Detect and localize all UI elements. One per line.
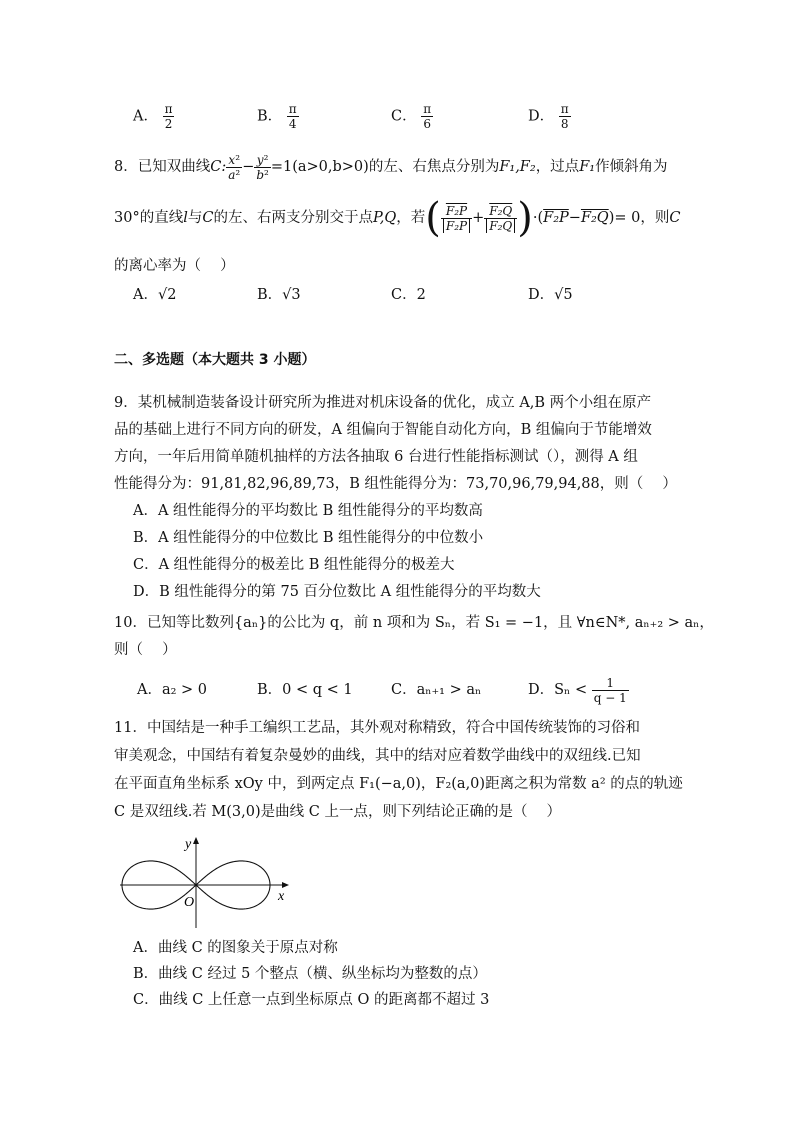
q10-line-2: 则（ ）	[114, 642, 177, 658]
q9-option-d: D．B 组性能得分的第 75 百分位数比 A 组性能得分的平均数大	[133, 584, 541, 600]
origin-label: O	[184, 895, 195, 910]
q11-line-2: 审美观念，中国结有着复杂曼妙的曲线，其中的结对应着数学曲线中的双纽线.已知	[114, 748, 641, 764]
q8-frac-y: $\frac{\text{y²}}{\text{b²}}$	[256, 152, 269, 182]
q10-option-c: C．aₙ₊₁ > aₙ	[391, 682, 482, 698]
q9-option-a: A．A 组性能得分的平均数比 B 组性能得分的平均数高	[133, 503, 483, 519]
q8-option-d: D．√5	[528, 287, 573, 303]
q7-option-b: B． $\frac{\pi}{4}$	[257, 102, 297, 131]
q11-option-c: C．曲线 C 上任意一点到坐标原点 O 的距离都不超过 3	[133, 992, 490, 1008]
q8-option-a: A．√2	[133, 287, 177, 303]
q8-frac-x: $\frac{\text{x²}}{\text{a²}}$	[228, 152, 241, 182]
q9-line-2: 品的基础上进行不同方向的研发，A 组偏向于智能自动化方向，B 组偏向于节能增效	[114, 422, 652, 438]
q7-option-c: C． $\frac{\pi}{6}$	[391, 102, 432, 131]
q8-vec-frac-2: $\frac{\text{F₂Q}}{\text{F₂Q}}$	[484, 204, 517, 233]
q9-line-1: 9．某机械制造装备设计研究所为推进对机床设备的优化，成立 A,B 两个小组在原产	[114, 395, 652, 411]
q8-option-c: C．2	[391, 287, 426, 303]
q10-option-d: D．Sₙ < $\frac{1}{q - 1}$	[528, 675, 627, 705]
q10-option-b: B．0 < q < 1	[257, 682, 353, 698]
q8-line-1: 8．已知双曲线C: $\frac{\text{x²}}{\text{a²}}$ − $\frac{\text{y²}}{\text{b²}}$ =1(a>0,b>0)的左、右焦点分别为F₁,F₂，过点F₁作倾斜角为	[114, 152, 668, 182]
q7-option-d: D． $\frac{\pi}{8}$	[528, 102, 569, 131]
y-axis-label: y	[185, 837, 192, 852]
q11-line-1: 11．中国结是一种手工编织工艺品，其外观对称精致，符合中国传统装饰的习俗和	[114, 720, 640, 736]
q11-line-4: C 是双纽线.若 M(3,0)是曲线 C 上一点，则下列结论正确的是（ ）	[114, 804, 562, 820]
q10-option-a: A．a₂ > 0	[137, 682, 208, 698]
q8-line-2: 30°的直线l与C的左、右两支分别交于点P,Q，若( $\frac{\text{F₂P}}{\text{F₂P}}$ + $\frac{\text{F₂Q}}{\text{F₂Q}}$ )·(F₂P−F₂Q)= 0，则C	[114, 195, 681, 241]
q11-line-3: 在平面直角坐标系 xOy 中，到两定点 F₁(−a,0)，F₂(a,0)距离之积为常数 a² 的点的轨迹	[114, 776, 683, 792]
q9-option-c: C．A 组性能得分的极差比 B 组性能得分的极差大	[133, 557, 455, 573]
q9-line-4: 性能得分为：91,81,82,96,89,73，B 组性能得分为：73,70,96,79,94,88，则（ ）	[114, 476, 677, 492]
lemniscate-figure	[112, 832, 302, 932]
q10-line-1: 10．已知等比数列{aₙ}的公比为 q，前 n 项和为 Sₙ，若 S₁ = −1，且 ∀n∈N*, aₙ₊₂ > aₙ，	[114, 615, 714, 631]
section-title: 二、多选题（本大题共 3 小题）	[114, 352, 316, 368]
x-axis-label: x	[278, 889, 285, 904]
q11-option-a: A．曲线 C 的图象关于原点对称	[133, 940, 338, 956]
q7-option-a: A． $\frac{\pi}{2}$	[133, 102, 173, 131]
q9-line-3: 方向，一年后用简单随机抽样的方法各抽取 6 台进行性能指标测试（），测得 A 组	[114, 449, 638, 465]
q8-line-3: 的离心率为（ ）	[114, 258, 235, 274]
q8-option-b: B．√3	[257, 287, 301, 303]
q9-option-b: B．A 组性能得分的中位数比 B 组性能得分的中位数小	[133, 530, 484, 546]
q8-vec-frac-1: $\frac{\text{F₂P}}{\text{F₂P}}$	[441, 204, 472, 233]
q11-option-b: B．曲线 C 经过 5 个整点（横、纵坐标均为整数的点）	[133, 966, 487, 982]
